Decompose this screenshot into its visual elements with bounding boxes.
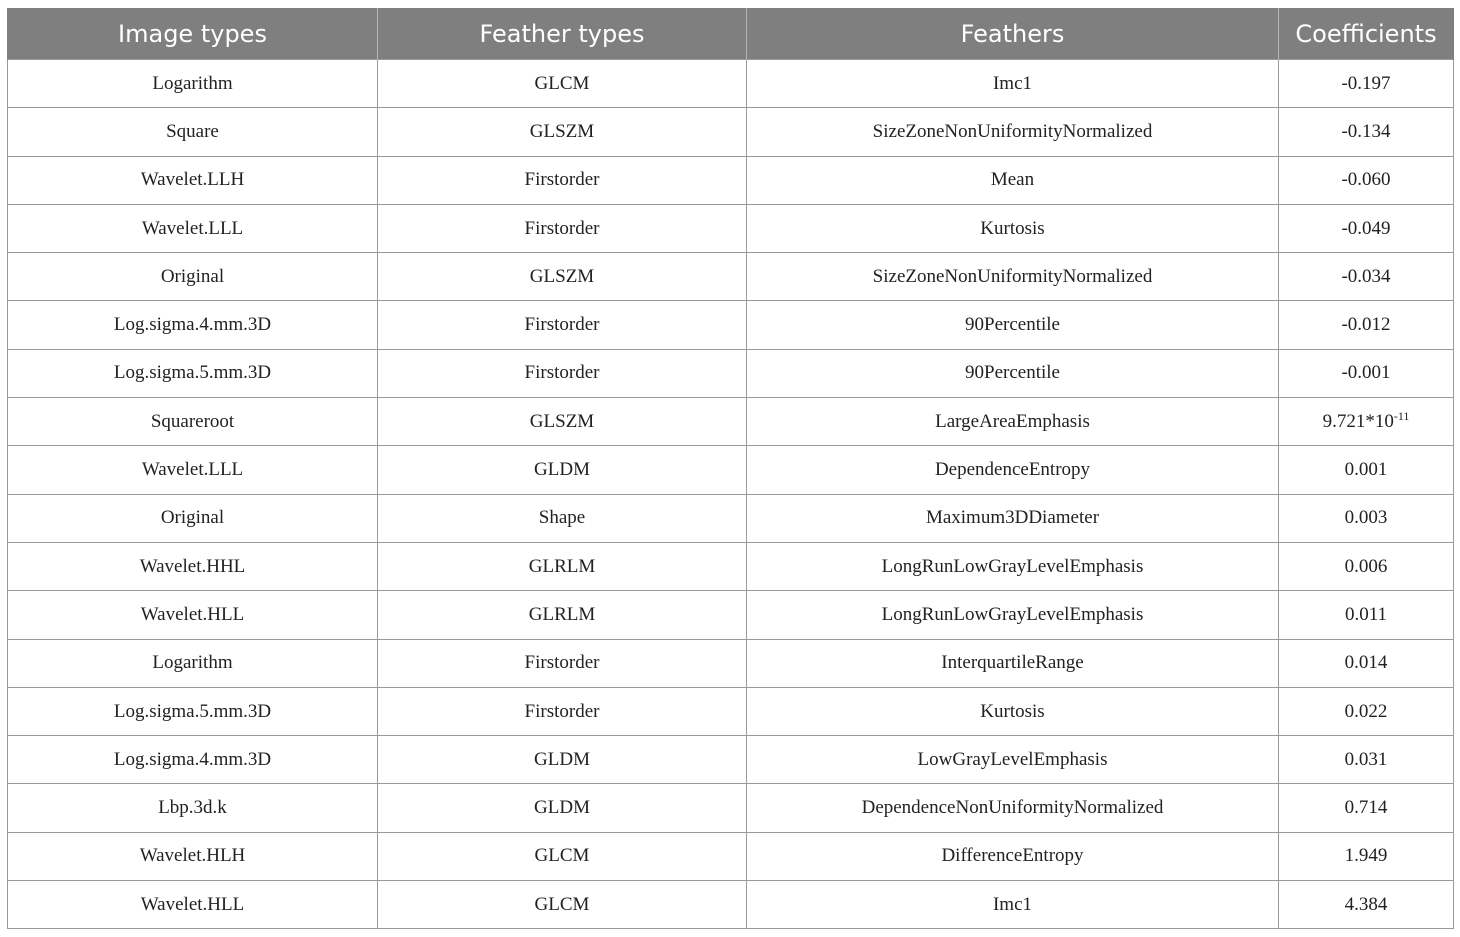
cell-feather-type: [378, 204, 747, 252]
cell-image-type-text: Logarithm: [152, 72, 233, 94]
cell-feather-type-text: Firstorder: [524, 169, 600, 191]
cell-feather: [747, 542, 1279, 590]
cell-coefficient-text: -0.001: [1341, 362, 1391, 384]
cell-feather-type-text: Firstorder: [524, 362, 600, 384]
cell-image-type: [8, 253, 378, 301]
cell-feather-type: [378, 736, 747, 784]
header-image-types: Image types: [8, 8, 378, 60]
cell-feather: [747, 881, 1279, 929]
cell-feather-type: [378, 881, 747, 929]
cell-coefficient-text: -0.134: [1341, 120, 1391, 142]
header-coefficients: Coefficients: [1279, 8, 1454, 60]
cell-feather: [747, 253, 1279, 301]
cell-feather-text: Mean: [990, 169, 1035, 191]
cell-coefficient-text: 9.721*10: [1322, 410, 1394, 432]
cell-coefficient-text: -0.034: [1341, 265, 1391, 287]
header-feather-types: Feather types: [378, 8, 747, 60]
cell-image-type-text: Wavelet.HLL: [140, 603, 245, 625]
cell-feather: [747, 156, 1279, 204]
cell-feather-text: DependenceEntropy: [934, 459, 1091, 481]
cell-feather: [747, 784, 1279, 832]
cell-image-type-text: Squareroot: [150, 410, 235, 432]
cell-coefficient: [1279, 687, 1454, 735]
cell-feather: [747, 687, 1279, 735]
cell-coefficient: [1279, 349, 1454, 397]
cell-coefficient-text: 0.031: [1344, 748, 1388, 770]
table-row: [8, 736, 1454, 784]
cell-image-type: [8, 591, 378, 639]
cell-image-type: [8, 832, 378, 880]
table-row: [8, 156, 1454, 204]
cell-image-type-text: Wavelet.LLL: [141, 217, 244, 239]
cell-feather: [747, 60, 1279, 108]
table-row: [8, 108, 1454, 156]
cell-feather-text: LargeAreaEmphasis: [935, 410, 1090, 432]
table-row: [8, 446, 1454, 494]
cell-feather-type: [378, 784, 747, 832]
cell-image-type-text: Logarithm: [152, 652, 233, 674]
cell-coefficient: [1279, 639, 1454, 687]
cell-coefficient: [1279, 253, 1454, 301]
cell-image-type: [8, 446, 378, 494]
cell-feather-type: [378, 253, 747, 301]
table-row: [8, 301, 1454, 349]
cell-feather-text: LongRunLowGrayLevelEmphasis: [881, 603, 1144, 625]
table-body: [8, 60, 1454, 929]
cell-feather-type: [378, 542, 747, 590]
cell-coefficient-text: -0.049: [1341, 217, 1391, 239]
cell-image-type: [8, 204, 378, 252]
cell-feather-type-text: GLCM: [534, 845, 590, 867]
cell-feather-type-text: Firstorder: [524, 652, 600, 674]
coefficients-table: [7, 8, 1454, 929]
cell-coefficient-text: 0.022: [1344, 700, 1388, 722]
cell-coefficient-text: -0.197: [1341, 72, 1391, 94]
cell-feather-type-text: GLSZM: [529, 265, 595, 287]
table-row: [8, 784, 1454, 832]
cell-feather-type: [378, 591, 747, 639]
table-row: [8, 832, 1454, 880]
cell-feather-type-text: GLDM: [534, 459, 590, 481]
cell-coefficient: [1279, 784, 1454, 832]
header-feathers: Feathers: [747, 8, 1279, 60]
cell-image-type-text: Log.sigma.4.mm.3D: [113, 314, 272, 336]
cell-feather-type: [378, 301, 747, 349]
cell-feather: [747, 591, 1279, 639]
cell-feather-type-text: GLRLM: [528, 555, 596, 577]
cell-feather-text: Maximum3DDiameter: [925, 507, 1100, 529]
cell-feather-type: [378, 446, 747, 494]
cell-feather: [747, 398, 1279, 446]
cell-feather-text: Kurtosis: [980, 700, 1045, 722]
cell-feather-type-text: GLCM: [534, 72, 590, 94]
table-row: [8, 542, 1454, 590]
table-row: [8, 494, 1454, 542]
cell-feather-type: [378, 108, 747, 156]
coefficient-exponent: -11: [1393, 408, 1410, 423]
cell-image-type-text: Wavelet.HLH: [139, 845, 246, 867]
cell-feather-type-text: GLRLM: [528, 603, 596, 625]
cell-coefficient-text: 4.384: [1344, 893, 1388, 915]
cell-image-type-text: Original: [160, 507, 225, 529]
cell-image-type: [8, 108, 378, 156]
cell-coefficient: [1279, 60, 1454, 108]
cell-feather: [747, 736, 1279, 784]
cell-image-type: [8, 639, 378, 687]
cell-image-type: [8, 736, 378, 784]
cell-image-type-text: Log.sigma.4.mm.3D: [113, 748, 272, 770]
table-row: [8, 60, 1454, 108]
cell-image-type-text: Log.sigma.5.mm.3D: [113, 700, 272, 722]
cell-feather-type-text: Firstorder: [524, 700, 600, 722]
cell-feather: [747, 832, 1279, 880]
cell-feather-type: [378, 639, 747, 687]
cell-coefficient: [1279, 881, 1454, 929]
cell-feather: [747, 494, 1279, 542]
cell-image-type-text: Square: [166, 120, 219, 142]
cell-feather-text: SizeZoneNonUniformityNormalized: [872, 120, 1153, 142]
cell-coefficient-text: 0.011: [1344, 603, 1388, 625]
cell-coefficient-text: 0.001: [1344, 459, 1388, 481]
cell-feather-type-text: GLSZM: [529, 120, 595, 142]
cell-coefficient-text: 0.714: [1344, 797, 1388, 819]
cell-feather-type-text: GLSZM: [529, 410, 595, 432]
cell-feather-text: DependenceNonUniformityNormalized: [861, 797, 1164, 819]
cell-coefficient-text: 0.006: [1344, 555, 1388, 577]
cell-coefficient-text: 1.949: [1344, 845, 1388, 867]
cell-coefficient: [1279, 494, 1454, 542]
cell-feather-text: SizeZoneNonUniformityNormalized: [872, 265, 1153, 287]
cell-feather-type: [378, 832, 747, 880]
cell-image-type: [8, 156, 378, 204]
cell-image-type-text: Lbp.3d.k: [158, 797, 227, 819]
cell-feather-text: 90Percentile: [965, 314, 1060, 336]
cell-coefficient: [1279, 156, 1454, 204]
cell-image-type-text: Original: [160, 265, 225, 287]
cell-feather-text: Imc1: [992, 893, 1033, 915]
table-row: [8, 253, 1454, 301]
cell-feather: [747, 349, 1279, 397]
cell-feather-type-text: Firstorder: [524, 217, 600, 239]
table-row: [8, 881, 1454, 929]
cell-coefficient: [1279, 108, 1454, 156]
table-row: [8, 639, 1454, 687]
cell-image-type: [8, 60, 378, 108]
cell-feather-type: [378, 349, 747, 397]
cell-feather-type-text: GLDM: [534, 797, 590, 819]
cell-feather: [747, 204, 1279, 252]
cell-feather-type: [378, 398, 747, 446]
table-header-row: [8, 8, 1454, 60]
cell-coefficient: [1279, 591, 1454, 639]
table-row: [8, 398, 1454, 446]
cell-feather: [747, 301, 1279, 349]
cell-image-type-text: Wavelet.LLH: [140, 169, 245, 191]
cell-feather: [747, 108, 1279, 156]
cell-feather-type: [378, 687, 747, 735]
coefficients-table-container: [7, 8, 1453, 929]
cell-feather-type: [378, 494, 747, 542]
table-row: [8, 349, 1454, 397]
cell-image-type-text: Wavelet.LLL: [141, 459, 244, 481]
cell-feather: [747, 446, 1279, 494]
cell-feather-type-text: GLCM: [534, 893, 590, 915]
cell-feather-type-text: GLDM: [534, 748, 590, 770]
cell-image-type: [8, 349, 378, 397]
cell-feather-text: InterquartileRange: [941, 652, 1084, 674]
cell-coefficient: [1279, 832, 1454, 880]
cell-feather-text: DifferenceEntropy: [941, 845, 1084, 867]
cell-image-type: [8, 784, 378, 832]
cell-coefficient-text: 0.014: [1344, 652, 1388, 674]
cell-coefficient: [1279, 542, 1454, 590]
cell-coefficient-text: -0.060: [1341, 169, 1391, 191]
cell-image-type-text: Wavelet.HLL: [140, 893, 245, 915]
cell-image-type: [8, 398, 378, 446]
cell-image-type: [8, 494, 378, 542]
cell-coefficient: [1279, 204, 1454, 252]
cell-coefficient-text: 0.003: [1344, 507, 1388, 529]
cell-feather: [747, 639, 1279, 687]
cell-feather-type-text: Firstorder: [524, 314, 600, 336]
cell-coefficient: [1279, 301, 1454, 349]
cell-image-type: [8, 687, 378, 735]
cell-image-type-text: Log.sigma.5.mm.3D: [113, 362, 272, 384]
table-row: [8, 687, 1454, 735]
cell-feather-type-text: Shape: [538, 507, 586, 529]
cell-feather-text: LongRunLowGrayLevelEmphasis: [881, 555, 1144, 577]
cell-feather-text: LowGrayLevelEmphasis: [917, 748, 1108, 770]
cell-coefficient: [1279, 736, 1454, 784]
cell-feather-text: Kurtosis: [980, 217, 1045, 239]
cell-coefficient: [1279, 446, 1454, 494]
cell-image-type-text: Wavelet.HHL: [139, 555, 246, 577]
cell-feather-type: [378, 156, 747, 204]
cell-feather-text: 90Percentile: [965, 362, 1060, 384]
table-row: [8, 204, 1454, 252]
table-row: [8, 591, 1454, 639]
cell-image-type: [8, 301, 378, 349]
cell-feather-text: Imc1: [992, 72, 1033, 94]
cell-image-type: [8, 881, 378, 929]
cell-feather-type: [378, 60, 747, 108]
cell-image-type: [8, 542, 378, 590]
cell-coefficient: [1279, 398, 1454, 446]
cell-coefficient-text: -0.012: [1341, 314, 1391, 336]
